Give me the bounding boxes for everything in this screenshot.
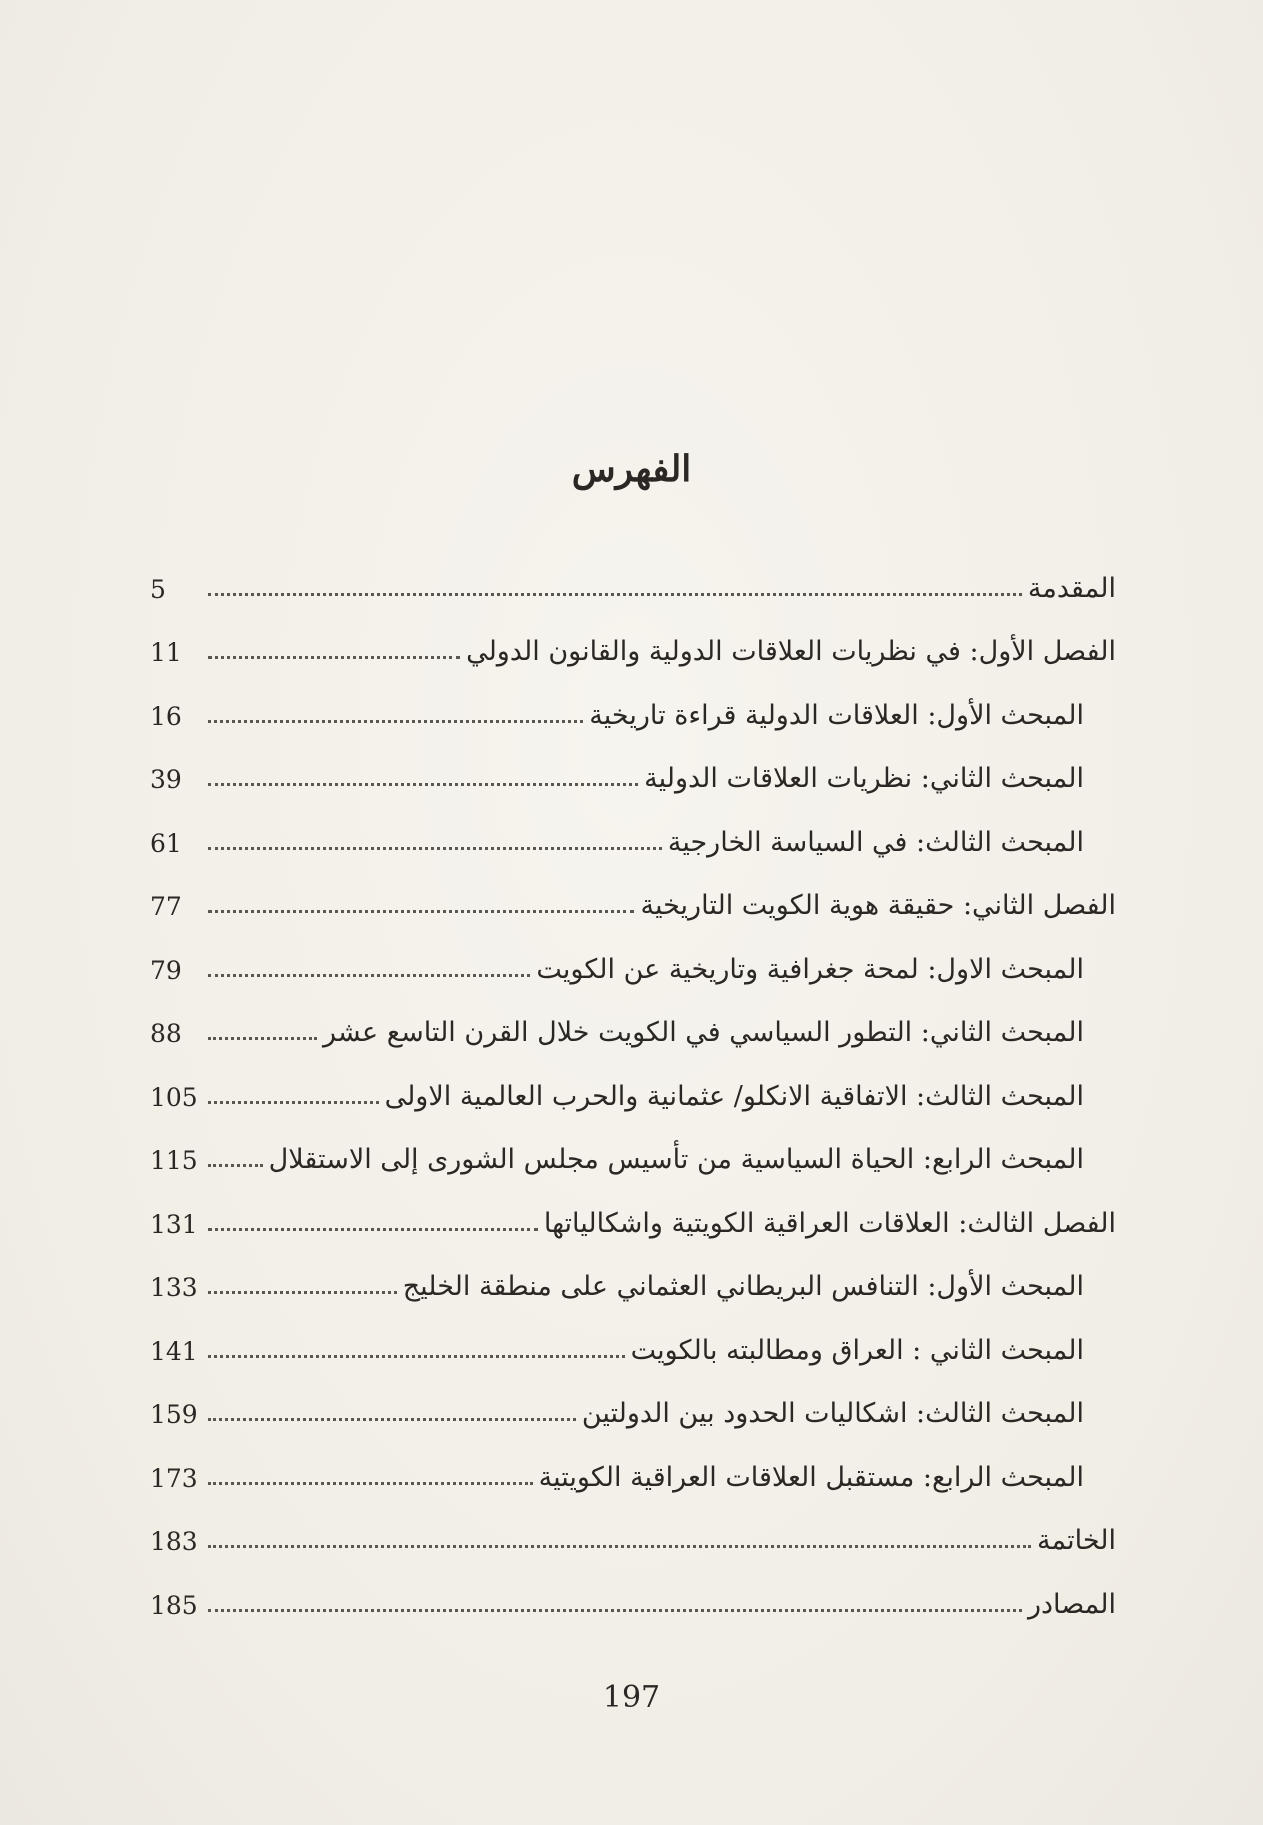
toc-entry-text: الفصل الثالث: العلاقات العراقية الكويتية واشكالياتها bbox=[543, 1207, 1116, 1239]
toc-page-number: 39 bbox=[150, 765, 182, 794]
toc-entry-text: المقدمة bbox=[1027, 572, 1116, 604]
page-title: الفهرس bbox=[571, 448, 692, 490]
dot-leader bbox=[208, 847, 662, 850]
dot-leader bbox=[208, 1291, 397, 1294]
dot-leader bbox=[208, 1228, 538, 1231]
toc-entry-text: الفصل الثاني: حقيقة هوية الكويت التاريخية bbox=[640, 890, 1116, 921]
dot-leader bbox=[208, 783, 638, 786]
toc-entry-text: المبحث الرابع: الحياة السياسية من تأسيس مجلس الشورى إلى الاستقلال bbox=[268, 1144, 1084, 1175]
dot-leader bbox=[208, 1609, 1022, 1612]
dot-leader bbox=[208, 656, 460, 659]
toc-page-number: 133 bbox=[150, 1273, 198, 1302]
toc-page-number: 173 bbox=[150, 1463, 198, 1493]
toc-entry-section bbox=[150, 802, 1116, 866]
toc-page-number: 105 bbox=[150, 1082, 198, 1112]
dot-leader bbox=[208, 1101, 379, 1104]
toc-page-number: 61 bbox=[150, 828, 182, 858]
toc-page-number: 11 bbox=[150, 638, 182, 667]
dot-leader bbox=[208, 1482, 533, 1485]
toc-entry-introduction bbox=[150, 548, 1116, 612]
toc-entry-section bbox=[150, 1374, 1116, 1438]
toc-page-number: 88 bbox=[150, 1019, 182, 1048]
dot-leader bbox=[208, 1164, 263, 1167]
dot-leader bbox=[208, 974, 530, 977]
dot-leader bbox=[208, 1037, 317, 1040]
page-number: 197 bbox=[602, 1680, 661, 1715]
toc-page-number: 131 bbox=[150, 1209, 198, 1239]
toc-entry-text: المبحث الثالث: الاتفاقية الانكلو/ عثمانية والحرب العالمية الاولى bbox=[384, 1080, 1084, 1112]
toc-page-number: 185 bbox=[150, 1590, 198, 1620]
toc-page-number: 16 bbox=[150, 701, 182, 731]
dot-leader bbox=[208, 910, 634, 913]
toc-entry-text: المبحث الثالث: في السياسة الخارجية bbox=[667, 826, 1084, 858]
toc-page-number: 115 bbox=[150, 1146, 198, 1175]
toc-page-number: 141 bbox=[150, 1336, 198, 1366]
toc-entry-section bbox=[150, 929, 1116, 993]
toc-entry-sources bbox=[150, 1564, 1116, 1628]
dot-leader bbox=[208, 720, 583, 723]
toc-entry-text: الخاتمة bbox=[1037, 1525, 1116, 1556]
toc-entry-section bbox=[150, 1120, 1116, 1184]
dot-leader bbox=[208, 1418, 576, 1421]
toc-entry-text: المبحث الأول: التنافس البريطاني العثماني على منطقة الخليج bbox=[402, 1271, 1084, 1302]
toc-entry-section bbox=[150, 1056, 1116, 1120]
toc-page-number: 159 bbox=[150, 1400, 198, 1429]
toc-page-number: 183 bbox=[150, 1527, 198, 1556]
table-of-contents bbox=[150, 548, 1116, 1628]
toc-entry-section bbox=[150, 993, 1116, 1057]
toc-entry-text: المبحث الاول: لمحة جغرافية وتاريخية عن الكويت bbox=[536, 953, 1084, 985]
toc-page-number: 79 bbox=[150, 955, 182, 985]
toc-entry-text: المبحث الثاني : العراق ومطالبته بالكويت bbox=[630, 1334, 1084, 1366]
dot-leader bbox=[208, 1545, 1031, 1548]
toc-entry-text: الفصل الأول: في نظريات العلاقات الدولية والقانون الدولي bbox=[466, 636, 1116, 667]
toc-page-number: 77 bbox=[150, 892, 182, 921]
toc-entry-section bbox=[150, 1247, 1116, 1311]
toc-entry-conclusion bbox=[150, 1501, 1116, 1565]
toc-page-number: 5 bbox=[150, 574, 166, 604]
toc-entry-chapter-2 bbox=[150, 866, 1116, 930]
toc-entry-text: المبحث الأول: العلاقات الدولية قراءة تاريخية bbox=[589, 699, 1084, 731]
toc-entry-chapter-1 bbox=[150, 612, 1116, 676]
toc-entry-text: المبحث الثالث: اشكاليات الحدود بين الدولتين bbox=[581, 1398, 1084, 1429]
toc-entry-text: المبحث الرابع: مستقبل العلاقات العراقية الكويتية bbox=[538, 1461, 1084, 1493]
toc-entry-section bbox=[150, 1310, 1116, 1374]
toc-entry-text: المبحث الثاني: التطور السياسي في الكويت خلال القرن التاسع عشر bbox=[323, 1017, 1084, 1048]
toc-entry-text: المصادر bbox=[1027, 1588, 1116, 1620]
toc-entry-text: المبحث الثاني: نظريات العلاقات الدولية bbox=[644, 763, 1084, 794]
toc-entry-section bbox=[150, 739, 1116, 803]
toc-entry-section bbox=[150, 675, 1116, 739]
toc-entry-chapter-3 bbox=[150, 1183, 1116, 1247]
toc-entry-section bbox=[150, 1437, 1116, 1501]
dot-leader bbox=[208, 593, 1022, 596]
dot-leader bbox=[208, 1355, 625, 1358]
